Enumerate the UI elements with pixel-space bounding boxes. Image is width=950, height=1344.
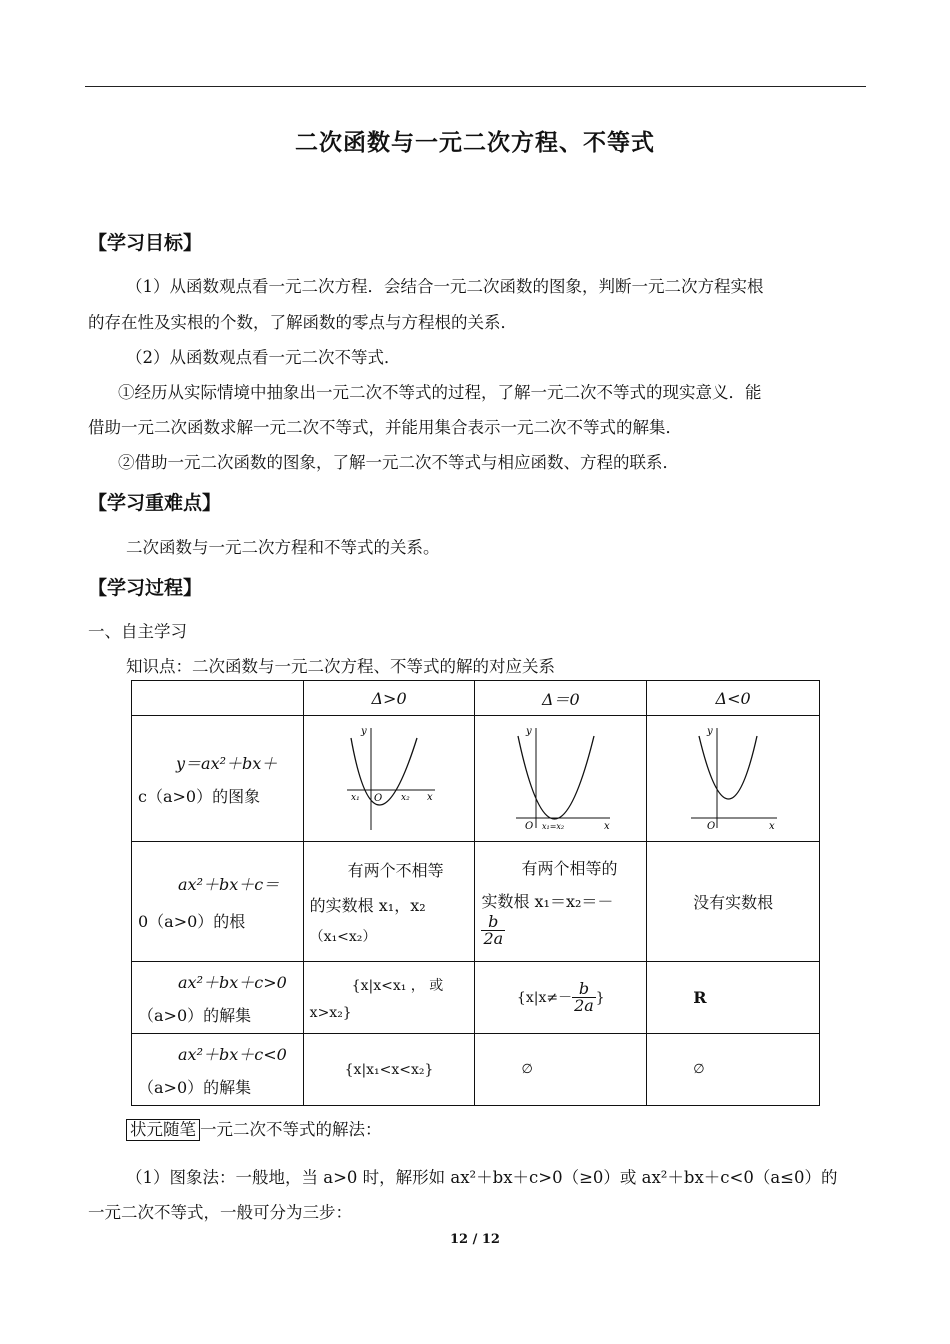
fraction-numerator: b <box>572 981 596 998</box>
roots-double-line1: 有两个相等的 <box>521 859 618 878</box>
table-header-row <box>132 681 820 716</box>
table-row-roots <box>132 842 820 962</box>
row-label-roots-line1: ax²＋bx＋c＝ <box>178 874 280 894</box>
note-line <box>126 1119 382 1141</box>
y-axis-label: y <box>707 725 713 737</box>
x-axis-label: x <box>603 820 610 832</box>
roots-two-line2: 的实数根 x₁，x₂ <box>309 895 426 915</box>
table-row-lt-solution <box>132 1034 820 1106</box>
origin-label: O <box>524 820 534 832</box>
lt-cell-no-root: ∅ <box>647 1034 820 1106</box>
gt-double-fraction <box>572 981 596 1014</box>
y-axis-label: y <box>361 725 367 737</box>
page-number: 12 / 12 <box>450 1232 500 1247</box>
row-label-graph-line2: c（a>0）的图象 <box>138 786 261 806</box>
y-axis-label: y <box>525 725 532 737</box>
note-title: 一元二次不等式的解法： <box>200 1120 382 1139</box>
page-title: 二次函数与一元二次方程、不等式 <box>295 130 655 156</box>
roots-two-line1: 有两个不相等 <box>347 860 444 880</box>
graph-cell-one-root <box>475 716 647 842</box>
roots-double-line2: 实数根 x₁＝x₂＝－ <box>481 892 614 911</box>
row-label-gt-line2: （a>0）的解集 <box>138 1005 252 1025</box>
header-delta-positive: Δ>0 <box>303 681 475 716</box>
roots-cell-two <box>303 842 475 962</box>
root2-label: x₂ <box>401 792 410 803</box>
graph-cell-two-roots <box>303 716 475 842</box>
knowledge-table <box>131 680 820 1106</box>
parabola-double-root-graph <box>506 722 616 832</box>
roots-cell-double <box>475 842 647 962</box>
parabola-no-root-graph <box>683 722 783 832</box>
header-rule <box>85 86 866 87</box>
goals-p2: （2）从函数观点看一元二次不等式． <box>126 348 401 367</box>
parabola-two-roots-graph <box>339 722 439 832</box>
fraction-denominator: 2a <box>483 929 504 948</box>
row-label-gt <box>132 962 304 1034</box>
roots-double-fraction <box>481 914 505 947</box>
roots-two-line3: （x₁<x₂） <box>309 928 377 945</box>
note-p1-line2: 一元二次不等式，一般可分为三步： <box>88 1203 352 1222</box>
row-label-lt-line2: （a>0）的解集 <box>138 1077 252 1097</box>
table-row-gt-solution <box>132 962 820 1034</box>
row-label-roots <box>132 842 304 962</box>
goals-p3-line1: ①经历从实际情境中抽象出一元二次不等式的过程，了解一元二次不等式的现实意义．能 <box>118 383 762 402</box>
fraction-numerator: b <box>481 914 505 931</box>
header-delta-negative: Δ<0 <box>647 681 820 716</box>
x-axis-label: x <box>769 820 775 832</box>
row-label-graph <box>132 716 304 842</box>
row-label-gt-line1: ax²＋bx＋c>0 <box>178 972 287 992</box>
zhuangyuan-badge: 状元随笔 <box>126 1119 200 1141</box>
knowledge-caption: 知识点：二次函数与一元二次方程、不等式的解的对应关系 <box>126 657 555 676</box>
section-heading-goals: 【学习目标】 <box>88 232 203 254</box>
x-axis-label: x <box>427 791 433 803</box>
gt-cell-two-roots <box>303 962 475 1034</box>
double-root-label: x₁=x₂ <box>541 821 564 831</box>
lt-cell-two-roots: {x|x₁<x<x₂} <box>303 1034 475 1106</box>
gt-two-roots-line2: x>x₂} <box>309 1004 352 1021</box>
section-heading-keypoints: 【学习重难点】 <box>88 492 222 514</box>
gt-cell-no-root: R <box>647 962 820 1034</box>
section-heading-process: 【学习过程】 <box>88 577 203 599</box>
goals-p3-line2: 借助一元二次函数求解一元二次不等式，并能用集合表示一元二次不等式的解集． <box>88 418 682 437</box>
parabola-curve <box>699 736 757 799</box>
origin-label: O <box>374 792 383 804</box>
header-delta-zero: Δ＝0 <box>475 681 647 716</box>
gt-double-suffix: } <box>595 990 605 1006</box>
row-label-lt-line1: ax²＋bx＋c<0 <box>178 1044 287 1064</box>
goals-p1-line1: （1）从函数观点看一元二次方程．会结合一元二次函数的图象，判断一元二次方程实根 <box>126 277 764 296</box>
goals-p4: ②借助一元二次函数的图象，了解一元二次不等式与相应函数、方程的联系． <box>118 453 679 472</box>
lt-cell-double-root: ∅ <box>475 1034 647 1106</box>
process-subheading: 一、自主学习 <box>88 622 187 641</box>
row-label-lt <box>132 1034 304 1106</box>
origin-label: O <box>707 820 716 832</box>
goals-p1-line2: 的存在性及实根的个数，了解函数的零点与方程根的关系． <box>88 313 517 332</box>
parabola-curve <box>518 736 594 819</box>
roots-cell-none: 没有实数根 <box>647 842 820 962</box>
gt-cell-double-root <box>475 962 647 1034</box>
table-corner-cell <box>132 681 304 716</box>
root1-label: x₁ <box>351 792 360 803</box>
row-label-roots-line2: 0（a>0）的根 <box>138 911 246 931</box>
keypoints-p1: 二次函数与一元二次方程和不等式的关系。 <box>126 538 440 557</box>
gt-double-prefix: {x|x≠－ <box>516 990 573 1006</box>
table-row-graphs <box>132 716 820 842</box>
row-label-graph-line1: y＝ax²＋bx＋ <box>176 753 278 773</box>
note-p1-line1: （1）图象法：一般地，当 a>0 时，解形如 ax²＋bx＋c>0（≥0）或 ax²＋bx＋c<0（a≤0）的 <box>126 1168 838 1187</box>
fraction-denominator: 2a <box>574 996 594 1015</box>
gt-two-roots-line1: {x|x<x₁ ， 或 <box>351 977 444 994</box>
graph-cell-no-root <box>647 716 820 842</box>
